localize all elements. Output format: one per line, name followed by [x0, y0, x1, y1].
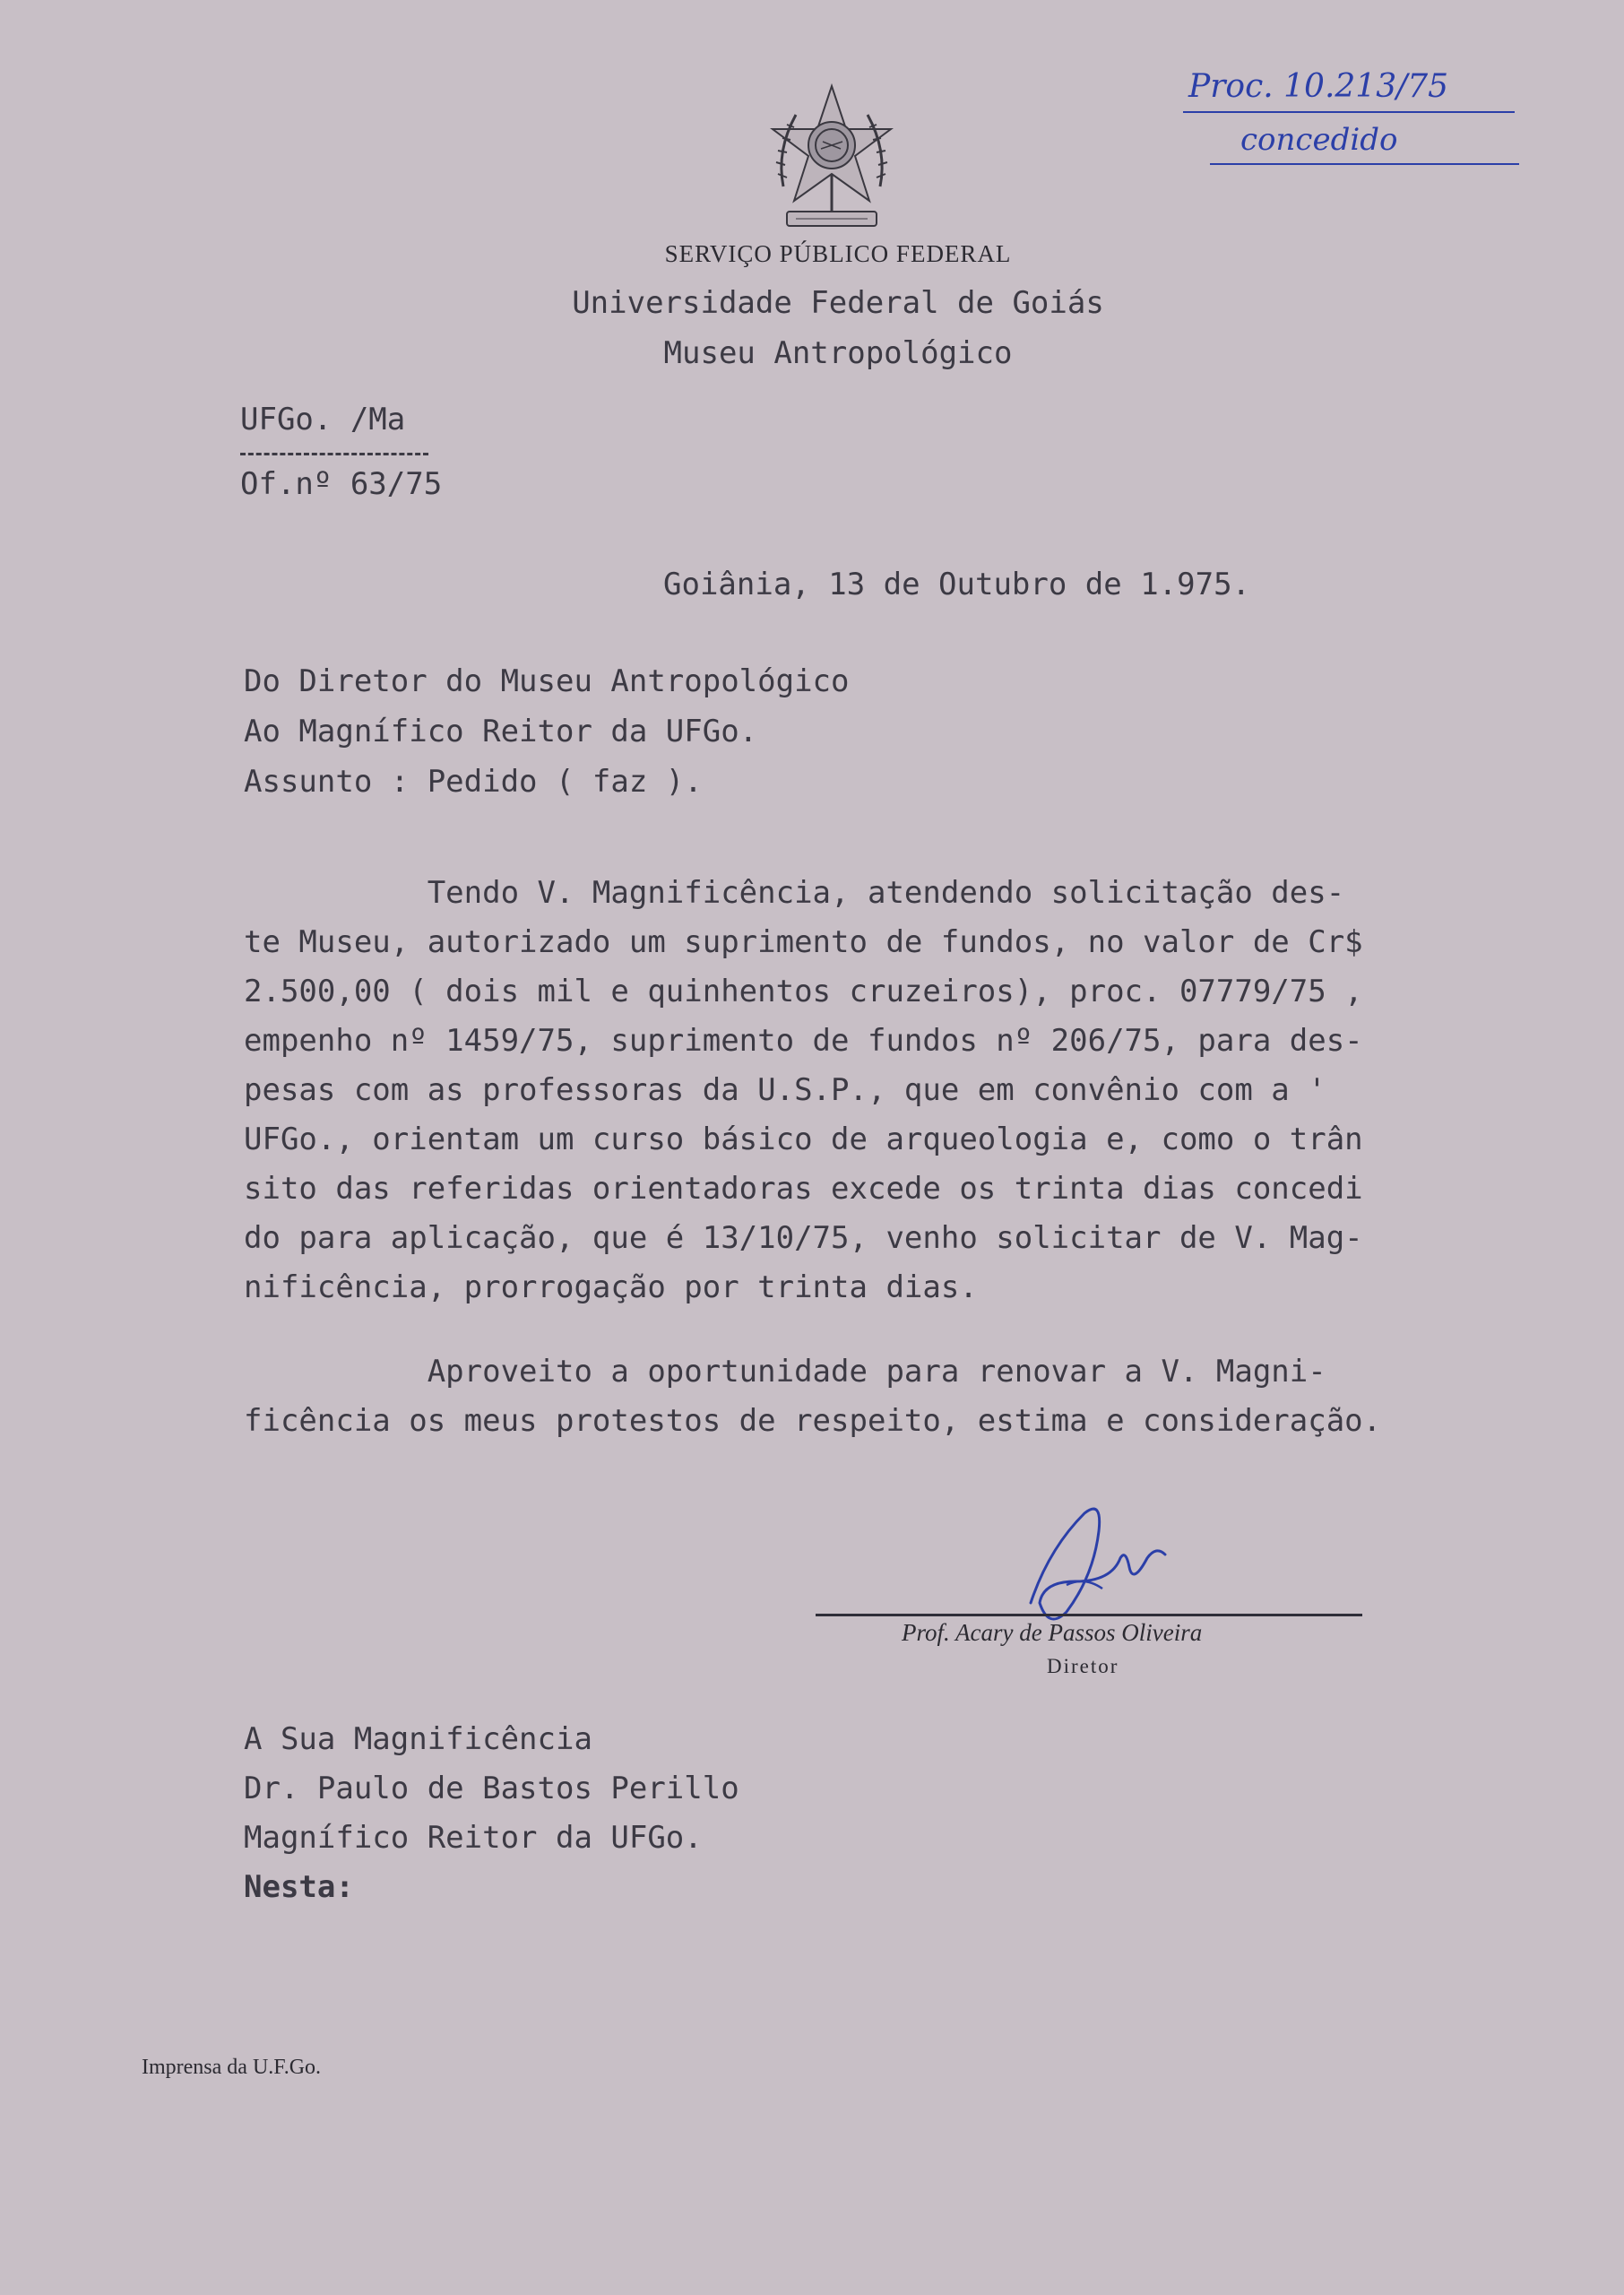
reference-code: UFGo. /Ma	[240, 402, 406, 437]
reference-number: Of.nº 63/75	[240, 466, 443, 502]
body-line: nificência, prorrogação por trinta dias.	[244, 1269, 978, 1305]
body-line: te Museu, autorizado um suprimento de fundos, no valor de Cr$	[244, 924, 1363, 960]
body-line: do para aplicação, que é 13/10/75, venho solicitar de V. Mag-	[244, 1220, 1363, 1256]
body-line: Aproveito a oportunidade para renovar a V. Magni-	[244, 1354, 1326, 1390]
body-line: empenho nº 1459/75, suprimento de fundos nº 206/75, para des-	[244, 1023, 1363, 1059]
annotation-underline	[1210, 163, 1519, 165]
reference-divider	[240, 453, 428, 455]
recipient-line: Magnífico Reitor da UFGo.	[244, 1820, 703, 1856]
annotation-underline	[1183, 111, 1515, 113]
signer-name: Prof. Acary de Passos Oliveira	[902, 1619, 1203, 1646]
body-line: sito das referidas orientadoras excede os trinta dias concedi	[244, 1171, 1363, 1207]
body-line: 2.500,00 ( dois mil e quinhentos cruzeiros), proc. 07779/75 ,	[244, 974, 1363, 1009]
handwritten-granted-note: concedido	[1240, 122, 1398, 158]
signature-line	[816, 1614, 1362, 1616]
printer-footer: Imprensa da U.F.Go.	[142, 2056, 322, 2079]
recipient-line: Nesta:	[244, 1869, 354, 1905]
recipient-line: A Sua Magnificência	[244, 1721, 592, 1757]
coat-of-arms-icon	[760, 79, 903, 240]
handwritten-process-note: Proc. 10.213/75	[1188, 68, 1449, 105]
university-name: Universidade Federal de Goiás	[572, 285, 1104, 321]
handwritten-signature-icon	[1013, 1495, 1183, 1630]
date-line: Goiânia, 13 de Outubro de 1.975.	[663, 567, 1251, 602]
body-line: Tendo V. Magnificência, atendendo solicitação des-	[244, 875, 1345, 911]
from-line: Do Diretor do Museu Antropológico	[244, 663, 850, 699]
signer-title: Diretor	[1047, 1655, 1119, 1677]
to-line: Ao Magnífico Reitor da UFGo.	[244, 714, 758, 749]
body-line: ficência os meus protestos de respeito, estima e consideração.	[244, 1403, 1382, 1439]
department-name: Museu Antropológico	[663, 335, 1013, 371]
subject-line: Assunto : Pedido ( faz ).	[244, 764, 703, 800]
recipient-line: Dr. Paulo de Bastos Perillo	[244, 1771, 739, 1806]
service-title: SERVIÇO PÚBLICO FEDERAL	[664, 240, 1012, 267]
body-line: pesas com as professoras da U.S.P., que em convênio com a '	[244, 1072, 1326, 1108]
body-line: UFGo., orientam um curso básico de arqueologia e, como o trân	[244, 1122, 1363, 1157]
